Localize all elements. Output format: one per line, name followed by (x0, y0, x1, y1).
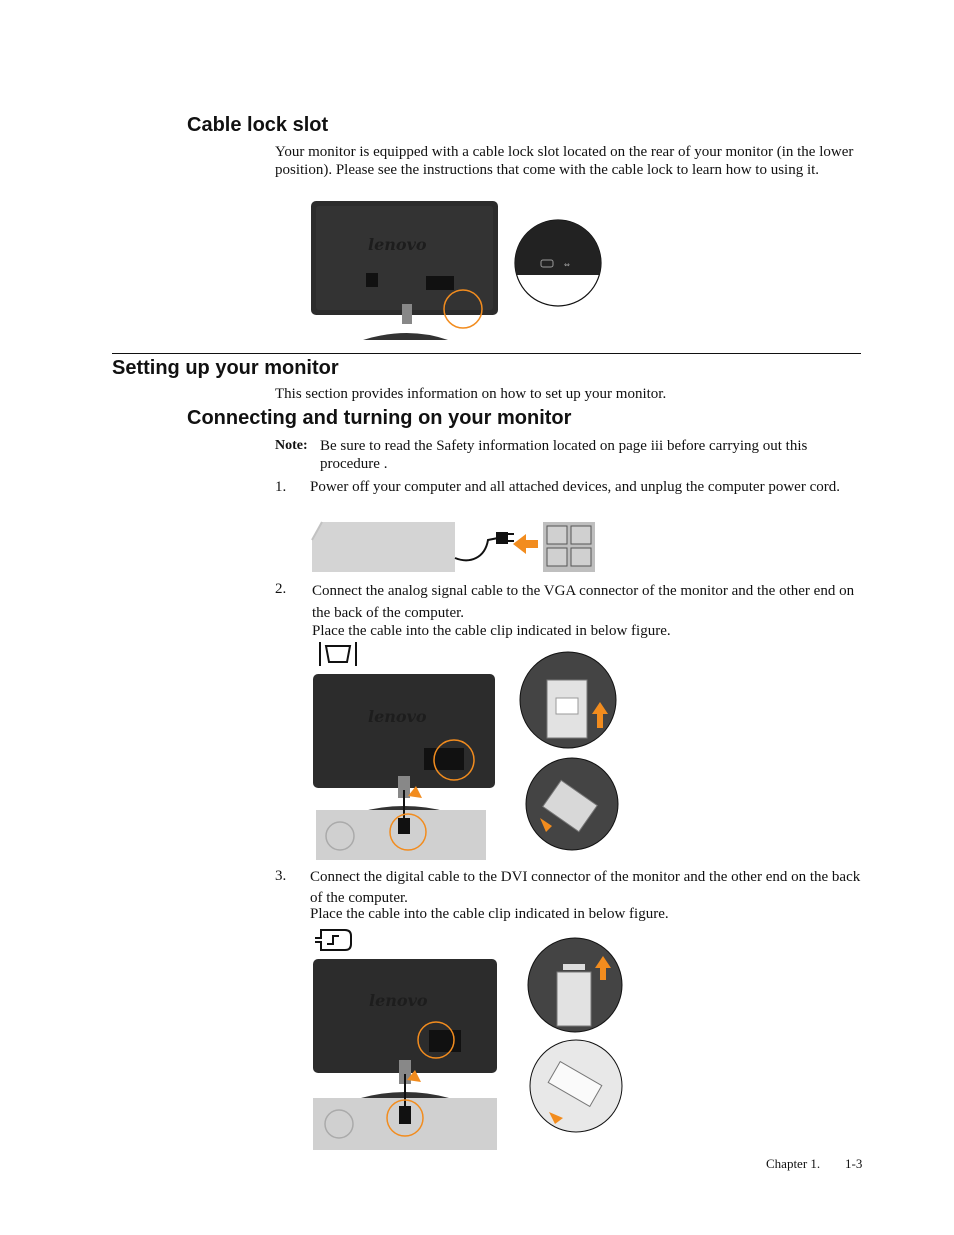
vga-zoom-top (520, 652, 616, 748)
vga-icon (320, 642, 356, 666)
figure-cable-lock (308, 198, 608, 346)
step-number: 2. (275, 581, 287, 597)
step-text: Power off your computer and all attached devices, and unplug the computer power cord. (310, 479, 840, 495)
dvi-zoom-bottom (530, 1040, 622, 1132)
section-title-cable-lock: Cable lock slot (187, 114, 329, 136)
figure-dvi-connection (311, 924, 631, 1154)
monitor-rear-image (311, 201, 498, 340)
section-title-connecting: Connecting and turning on your monitor (187, 407, 572, 429)
lenovo-logo: lenovo (368, 235, 427, 254)
note-label: Note: (275, 438, 308, 453)
step-subtext: Place the cable into the cable clip indicated in below figure. (312, 623, 671, 639)
step-number: 3. (275, 868, 287, 884)
vga-zoom-bottom (526, 758, 618, 850)
dvi-zoom-top (528, 938, 622, 1032)
note-text: Be sure to read the Safety information located on page iii before carrying out this procedure . (320, 438, 808, 472)
section-divider (112, 353, 861, 354)
cable-lock-body: Your monitor is equipped with a cable lock slot located on the rear of your monitor (in the lower position). Please see the instructions that come with the cable lock to learn how to using it. (275, 144, 854, 178)
lock-slot-zoom-image (513, 218, 603, 306)
figure-power-cord (310, 518, 600, 576)
section-title-setup: Setting up your monitor (112, 357, 339, 379)
step-text: Connect the analog signal cable to the VGA connector of the monitor and the other end on the back of the computer. (312, 583, 855, 621)
setup-body: This section provides information on how to set up your monitor. (275, 386, 667, 402)
dvi-icon (315, 930, 351, 950)
arrow-icon (513, 534, 538, 554)
step-number: 1. (275, 479, 287, 495)
step-subtext: Place the cable into the cable clip indicated in below figure. (310, 906, 669, 922)
svg-text:⇔: ⇔ (564, 261, 570, 269)
footer-page-number: 1-3 (845, 1156, 863, 1171)
figure-vga-connection (312, 640, 632, 864)
lenovo-logo: lenovo (369, 991, 428, 1010)
lenovo-logo: lenovo (368, 707, 427, 726)
footer-chapter: Chapter 1. (766, 1156, 821, 1171)
step-text: Connect the digital cable to the DVI connector of the monitor and the other end on the back of the computer. (310, 869, 861, 906)
